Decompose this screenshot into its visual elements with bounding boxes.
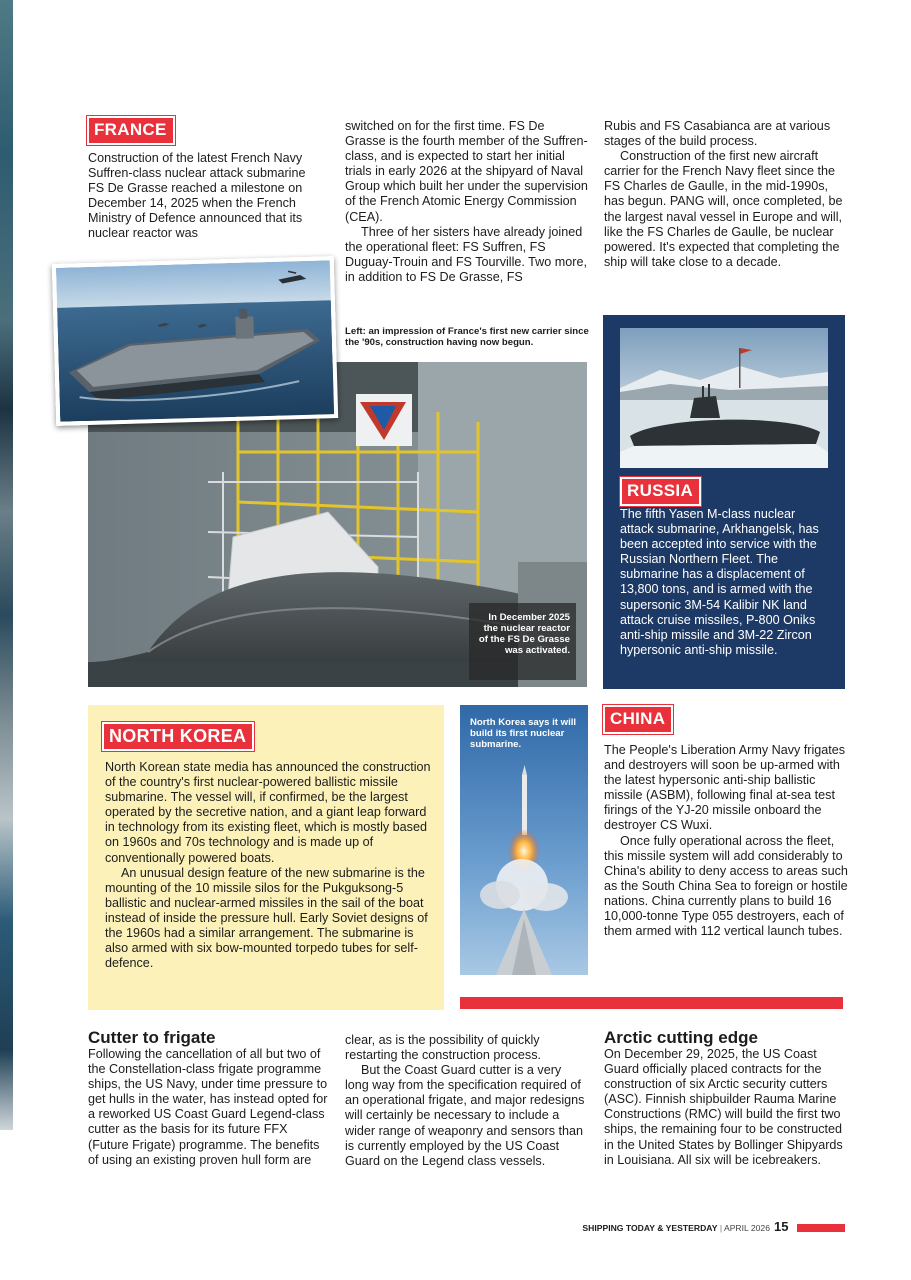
carrier-impression-photo (52, 256, 338, 426)
arctic-text (604, 1047, 848, 1168)
france-col1-text (88, 151, 324, 242)
footer-folio (520, 1222, 770, 1234)
arctic-paragraph: On December 29, 2025, the US Coast Guard officially placed contracts for the construction of six Arctic security cutters (ASC). Finnish shipbuilder Rauma Marine Constructions (RMC) will build the first two ships, the remaining four to be constructed in the United States by Bollinger Shipyards in Louisiana. All six will be icebreakers. (604, 1047, 843, 1167)
carrier-caption: Left: an impression of France's first new carrier since the '90s, construction having now begun. (345, 326, 589, 348)
france-col2-paragraph-2: Three of her sisters have already joined the operational fleet: FS Suffren, FS Duguay-Trouin and FS Tourville. Two more, in addition to FS De Grasse, FS (345, 224, 587, 284)
france-col3-text (604, 119, 848, 270)
cutter-column-1 (88, 1029, 328, 1168)
china-tag-wrap (603, 705, 673, 734)
footer-separator: | (719, 1223, 723, 1233)
section-divider-bar (460, 997, 843, 1009)
france-col1-paragraph: Construction of the latest French Navy Suffren-class nuclear attack submarine FS De Grasse reached a milestone on December 14, 2025 when the French Ministry of Defence announced that its nuclear reactor was (88, 151, 306, 241)
page-edge-strip (0, 0, 13, 1280)
sub-caption: In December 2025 the nuclear reactor of the FS De Grasse was activated. (478, 612, 570, 656)
russia-text (620, 507, 832, 658)
cutter-heading: Cutter to frigate (88, 1028, 216, 1047)
russia-paragraph: The fifth Yasen M-class nuclear attack submarine, Arkhangelsk, has been accepted into service with the Russian Northern Fleet. The submarine has a displacement of 13,800 tons, and is armed with the supersonic 3M-54 Kalibir NK land attack cruise missiles, P-800 Oniks anti-ship missile and 3M-22 Zircon hypersonic anti-ship missile. (620, 507, 819, 657)
france-col3-paragraph-2: Construction of the first new aircraft carrier for the French Navy fleet since the FS Charles de Gaulle, in the mid-1990s, has begun. PANG will, once completed, be the largest naval vessel in Europe and will, like the FS Charles de Gaulle, be nuclear powered. It's expected that completing the ship will take close to a decade. (604, 149, 843, 269)
china-text (604, 743, 848, 939)
cutter-col1-paragraph: Following the cancellation of all but two of the Constellation-class frigate programme ships, the US Navy, under time pressure to get hulls in the water, has instead opted for a reworked US Coast Guard Legend-class cutter as the basis for its future FFX (Future Frigate) programme. The benefits of using an existing proven hull form are (88, 1047, 328, 1167)
france-col2-text (345, 119, 588, 285)
footer-accent-bar (797, 1224, 845, 1232)
north-korea-tag-wrap (102, 722, 254, 751)
footer-page-number: 15 (774, 1219, 789, 1234)
north-korea-paragraph-2: An unusual design feature of the new submarine is the mounting of the 10 missile silos for the Pukguksong-5 ballistic and nuclear-armed missiles in the sail of the boat instead of inside the pressure hull. Early Soviet designs of the 1960s had a similar arrangement. The submarine is also armed with six bow-mounted torpedo tubes for self-defence. (105, 865, 428, 971)
russia-tag: RUSSIA (620, 477, 701, 506)
france-col2-paragraph-1: switched on for the first time. FS De Grasse is the fourth member of the Suffren-class, and is expected to start her initial trials in early 2026 at the shipyard of Naval Group which built her under the supervision of the French Atomic Energy Commission (CEA). (345, 119, 588, 224)
china-paragraph-1: The People's Liberation Army Navy frigates and destroyers will soon be up-armed with the latest hypersonic anti-ship ballistic missile (ASBM), following final at-sea test firings of the YJ-20 missile onboard the destroyer CS Wuxi. (604, 743, 846, 833)
france-tag-wrap (87, 116, 175, 145)
cutter-col2-paragraph-1: clear, as is the possibility of quickly restarting the construction process. (345, 1033, 541, 1063)
arctic-heading: Arctic cutting edge (604, 1028, 758, 1047)
north-korea-tag: NORTH KOREA (102, 722, 254, 751)
cutter-col2-paragraph-2: But the Coast Guard cutter is a very long way from the specification required of an operational frigate, and major redesigns will certainly be necessary to include a wider range of weaponry and sensors than is currently employed by the US Coast Guard on the Legend class vessels. (345, 1063, 585, 1168)
france-tag: FRANCE (87, 116, 175, 145)
cutter-col1-text (88, 1047, 328, 1168)
china-tag: CHINA (603, 705, 673, 734)
russia-tag-wrap (620, 477, 701, 506)
cutter-column-2 (345, 1033, 588, 1169)
missile-caption: North Korea says it will build its first nuclear submarine. (470, 717, 577, 750)
arctic-column (604, 1029, 848, 1168)
footer-issue: APRIL 2026 (723, 1223, 770, 1233)
north-korea-paragraph-1: North Korean state media has announced the construction of the country's first nuclear-powered ballistic missile submarine. The vessel will, if confirmed, be the largest operated by the secretive nation, and a giant leap forward in technology from its existing fleet, which is mostly based on 1960s and 70s technology and is made up of conventionally powered boats. (105, 760, 431, 865)
footer-publication: SHIPPING TODAY & YESTERDAY (582, 1223, 718, 1233)
russia-submarine-photo (620, 328, 828, 468)
china-paragraph-2: Once fully operational across the fleet, this missile system will add considerably to China's ability to deny access to areas such as the South China Sea to foreign or hostile nations. China currently plans to build 16 10,000-tonne Type 055 destroyers, each of them armed with 112 vertical launch tubes. (604, 833, 848, 939)
north-korea-text (105, 760, 433, 971)
france-col3-paragraph-1: Rubis and FS Casabianca are at various stages of the build process. (604, 119, 831, 149)
